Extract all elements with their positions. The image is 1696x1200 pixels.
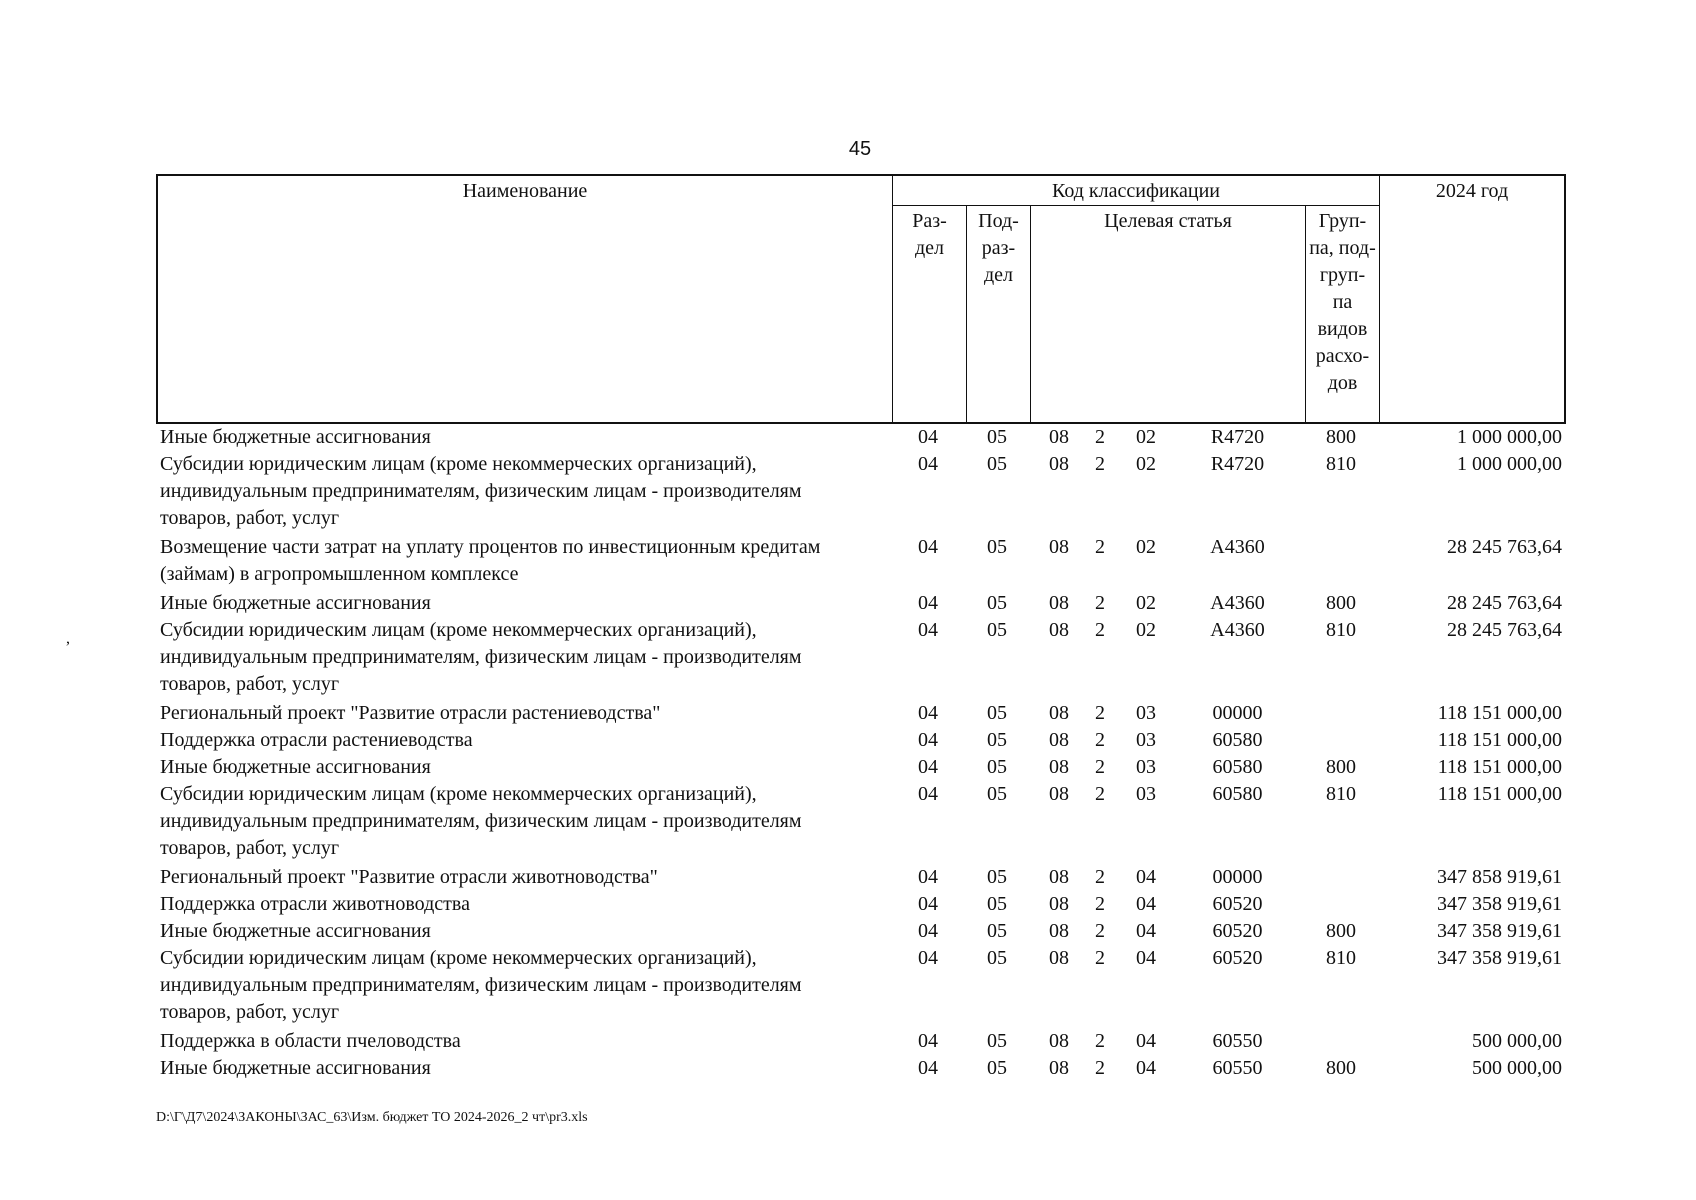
- table-row: [156, 891, 1566, 918]
- cell-target-direction: A4360: [1210, 536, 1265, 558]
- table-row: [156, 945, 1566, 1026]
- cell-target-program: 08: [1049, 426, 1069, 448]
- margin-mark: ,: [66, 630, 70, 647]
- cell-podrazdel: 05: [987, 1030, 1007, 1052]
- cell-name: [156, 891, 891, 918]
- cell-name-line: Возмещение части затрат на уплату процентов по инвестиционным кредитам: [160, 536, 821, 558]
- cell-name-line: Поддержка отрасли животноводства: [160, 893, 470, 915]
- header-year: 2024 год: [1435, 180, 1509, 202]
- cell-target-type: 2: [1095, 920, 1105, 942]
- header-group-line: па, под-: [1309, 237, 1376, 259]
- cell-name-line: индивидуальным предпринимателям, физическим лицам - производителям: [160, 974, 802, 996]
- cell-target-type: 2: [1095, 1030, 1105, 1052]
- cell-name: [156, 754, 891, 781]
- cell-target-direction: 00000: [1212, 866, 1263, 888]
- cell-podrazdel: 05: [987, 920, 1007, 942]
- cell-name: [156, 864, 891, 891]
- cell-podrazdel: 05: [987, 592, 1007, 614]
- cell-podrazdel: 05: [987, 702, 1007, 724]
- cell-name-line: Иные бюджетные ассигнования: [160, 426, 431, 448]
- cell-razdel: 04: [918, 920, 938, 942]
- cell-target-program: 08: [1049, 536, 1069, 558]
- cell-target-program: 08: [1049, 920, 1069, 942]
- cell-podrazdel: 05: [987, 453, 1007, 475]
- cell-target-subprogram: 03: [1136, 729, 1156, 751]
- table-row: [156, 727, 1566, 754]
- cell-amount-2024: 347 858 919,61: [1437, 866, 1562, 888]
- cell-podrazdel: 05: [987, 729, 1007, 751]
- cell-name-line: Иные бюджетные ассигнования: [160, 756, 431, 778]
- cell-target-subprogram: 03: [1136, 783, 1156, 805]
- cell-target-type: 2: [1095, 783, 1105, 805]
- cell-name: [156, 1028, 891, 1055]
- cell-name: [156, 590, 891, 617]
- cell-target-program: 08: [1049, 947, 1069, 969]
- cell-target-program: 08: [1049, 783, 1069, 805]
- cell-name: [156, 700, 891, 727]
- cell-podrazdel: 05: [987, 783, 1007, 805]
- cell-razdel: 04: [918, 592, 938, 614]
- cell-target-subprogram: 02: [1136, 592, 1156, 614]
- cell-amount-2024: 28 245 763,64: [1447, 619, 1562, 641]
- cell-target-subprogram: 02: [1136, 453, 1156, 475]
- table-row: [156, 754, 1566, 781]
- cell-podrazdel: 05: [987, 426, 1007, 448]
- header-podrazdel: [967, 206, 1031, 422]
- cell-target-type: 2: [1095, 756, 1105, 778]
- cell-target-direction: 60580: [1212, 783, 1263, 805]
- header-podrazdel-line: раз-: [981, 237, 1016, 259]
- header-razdel-line: дел: [914, 237, 945, 259]
- cell-podrazdel: 05: [987, 1057, 1007, 1079]
- cell-name-line: индивидуальным предпринимателям, физическим лицам - производителям: [160, 480, 802, 502]
- cell-target-program: 08: [1049, 702, 1069, 724]
- cell-name-line: Региональный проект "Развитие отрасли животноводства": [160, 866, 658, 888]
- cell-razdel: 04: [918, 702, 938, 724]
- header-classification-code: Код классификации: [893, 176, 1380, 206]
- cell-name: [156, 451, 891, 532]
- cell-name-line: Субсидии юридическим лицам (кроме некоммерческих организаций),: [160, 783, 757, 805]
- cell-expense-group: 810: [1326, 947, 1356, 969]
- cell-name: [156, 534, 891, 588]
- header-name: Наименование: [158, 176, 893, 422]
- table-body: [156, 424, 1566, 1082]
- page-number: 45: [848, 138, 872, 160]
- cell-name-line: Субсидии юридическим лицам (кроме некоммерческих организаций),: [160, 453, 757, 475]
- cell-target-direction: 60550: [1212, 1030, 1263, 1052]
- cell-razdel: 04: [918, 536, 938, 558]
- cell-expense-group: 800: [1326, 426, 1356, 448]
- cell-expense-group: 810: [1326, 453, 1356, 475]
- footer-file-path: D:\Г\Д7\2024\ЗАКОНЫ\ЗАС_63\Изм. бюджет ТО 2024-2026_2 чт\pr3.xls: [156, 1110, 588, 1125]
- table-row: [156, 781, 1566, 862]
- cell-target-program: 08: [1049, 756, 1069, 778]
- cell-name-line: (займам) в агропромышленном комплексе: [160, 563, 519, 585]
- cell-podrazdel: 05: [987, 893, 1007, 915]
- cell-razdel: 04: [918, 453, 938, 475]
- header-razdel-line: Раз-: [912, 210, 947, 232]
- cell-amount-2024: 1 000 000,00: [1457, 426, 1562, 448]
- header-expense-group: [1306, 206, 1380, 422]
- cell-target-direction: A4360: [1210, 619, 1265, 641]
- cell-name-line: Субсидии юридическим лицам (кроме некоммерческих организаций),: [160, 947, 757, 969]
- cell-name: [156, 1055, 891, 1082]
- cell-target-type: 2: [1095, 947, 1105, 969]
- table-row: [156, 700, 1566, 727]
- cell-amount-2024: 28 245 763,64: [1447, 536, 1562, 558]
- cell-name-line: Иные бюджетные ассигнования: [160, 920, 431, 942]
- cell-name: [156, 727, 891, 754]
- cell-target-type: 2: [1095, 866, 1105, 888]
- cell-target-direction: 60520: [1212, 893, 1263, 915]
- cell-amount-2024: 500 000,00: [1472, 1057, 1562, 1079]
- cell-target-subprogram: 04: [1136, 947, 1156, 969]
- header-razdel: [893, 206, 967, 422]
- cell-target-program: 08: [1049, 1057, 1069, 1079]
- cell-target-subprogram: 04: [1136, 1057, 1156, 1079]
- cell-target-program: 08: [1049, 453, 1069, 475]
- table-row: [156, 1028, 1566, 1055]
- cell-target-program: 08: [1049, 729, 1069, 751]
- cell-podrazdel: 05: [987, 536, 1007, 558]
- cell-amount-2024: 1 000 000,00: [1457, 453, 1562, 475]
- cell-name: [156, 781, 891, 862]
- table-row: [156, 451, 1566, 532]
- cell-name-line: индивидуальным предпринимателям, физическим лицам - производителям: [160, 810, 802, 832]
- cell-target-type: 2: [1095, 536, 1105, 558]
- header-group-line: видов: [1317, 318, 1368, 340]
- cell-razdel: 04: [918, 619, 938, 641]
- header-group-line: расхо-: [1315, 345, 1370, 367]
- cell-target-subprogram: 02: [1136, 536, 1156, 558]
- cell-target-subprogram: 03: [1136, 702, 1156, 724]
- cell-target-subprogram: 02: [1136, 619, 1156, 641]
- cell-name-line: товаров, работ, услуг: [160, 837, 340, 859]
- table-row: [156, 864, 1566, 891]
- cell-amount-2024: 118 151 000,00: [1437, 783, 1562, 805]
- table-header: [156, 174, 1566, 424]
- cell-target-direction: 00000: [1212, 702, 1263, 724]
- cell-target-subprogram: 04: [1136, 1030, 1156, 1052]
- cell-expense-group: 800: [1326, 756, 1356, 778]
- cell-name-line: Поддержка в области пчеловодства: [160, 1030, 461, 1052]
- cell-name-line: Региональный проект "Развитие отрасли растениеводства": [160, 702, 661, 724]
- header-target-article: Целевая статья: [1031, 206, 1306, 422]
- cell-target-program: 08: [1049, 592, 1069, 614]
- cell-target-direction: 60550: [1212, 1057, 1263, 1079]
- cell-target-type: 2: [1095, 1057, 1105, 1079]
- table-row: [156, 918, 1566, 945]
- cell-amount-2024: 347 358 919,61: [1437, 920, 1562, 942]
- cell-amount-2024: 118 151 000,00: [1437, 729, 1562, 751]
- cell-podrazdel: 05: [987, 947, 1007, 969]
- header-group-line: па: [1332, 291, 1353, 313]
- cell-name-line: товаров, работ, услуг: [160, 1001, 340, 1023]
- cell-target-direction: 60520: [1212, 947, 1263, 969]
- cell-expense-group: 800: [1326, 1057, 1356, 1079]
- cell-name: [156, 945, 891, 1026]
- cell-target-type: 2: [1095, 729, 1105, 751]
- cell-target-subprogram: 02: [1136, 426, 1156, 448]
- cell-razdel: 04: [918, 756, 938, 778]
- cell-name-line: Иные бюджетные ассигнования: [160, 592, 431, 614]
- cell-target-program: 08: [1049, 1030, 1069, 1052]
- cell-target-subprogram: 04: [1136, 920, 1156, 942]
- cell-razdel: 04: [918, 1057, 938, 1079]
- cell-target-subprogram: 04: [1136, 866, 1156, 888]
- cell-target-type: 2: [1095, 592, 1105, 614]
- cell-target-direction: 60520: [1212, 920, 1263, 942]
- cell-amount-2024: 28 245 763,64: [1447, 592, 1562, 614]
- cell-razdel: 04: [918, 866, 938, 888]
- cell-razdel: 04: [918, 893, 938, 915]
- cell-target-program: 08: [1049, 866, 1069, 888]
- cell-name-line: индивидуальным предпринимателям, физическим лицам - производителям: [160, 646, 802, 668]
- cell-name: [156, 617, 891, 698]
- cell-razdel: 04: [918, 947, 938, 969]
- cell-target-subprogram: 03: [1136, 756, 1156, 778]
- cell-name-line: Иные бюджетные ассигнования: [160, 1057, 431, 1079]
- cell-expense-group: 800: [1326, 920, 1356, 942]
- cell-amount-2024: 118 151 000,00: [1437, 702, 1562, 724]
- cell-target-type: 2: [1095, 453, 1105, 475]
- cell-target-direction: 60580: [1212, 756, 1263, 778]
- cell-target-subprogram: 04: [1136, 893, 1156, 915]
- cell-target-type: 2: [1095, 702, 1105, 724]
- cell-target-type: 2: [1095, 426, 1105, 448]
- cell-razdel: 04: [918, 783, 938, 805]
- cell-target-direction: 60580: [1212, 729, 1263, 751]
- cell-target-type: 2: [1095, 893, 1105, 915]
- cell-name-line: Субсидии юридическим лицам (кроме некоммерческих организаций),: [160, 619, 757, 641]
- table-row: [156, 534, 1566, 588]
- cell-podrazdel: 05: [987, 756, 1007, 778]
- cell-target-program: 08: [1049, 619, 1069, 641]
- cell-expense-group: 810: [1326, 619, 1356, 641]
- cell-name: [156, 424, 891, 451]
- cell-amount-2024: 347 358 919,61: [1437, 893, 1562, 915]
- table-row: [156, 1055, 1566, 1082]
- cell-expense-group: 810: [1326, 783, 1356, 805]
- cell-razdel: 04: [918, 729, 938, 751]
- table-row: [156, 424, 1566, 451]
- cell-target-direction: R4720: [1210, 453, 1265, 475]
- cell-expense-group: 800: [1326, 592, 1356, 614]
- cell-name: [156, 918, 891, 945]
- cell-razdel: 04: [918, 426, 938, 448]
- table-row: [156, 590, 1566, 617]
- cell-amount-2024: 118 151 000,00: [1437, 756, 1562, 778]
- cell-amount-2024: 500 000,00: [1472, 1030, 1562, 1052]
- table-row: [156, 617, 1566, 698]
- header-group-line: Груп-: [1318, 210, 1367, 232]
- header-podrazdel-line: Под-: [978, 210, 1019, 232]
- header-podrazdel-line: дел: [983, 264, 1014, 286]
- cell-name-line: Поддержка отрасли растениеводства: [160, 729, 473, 751]
- cell-razdel: 04: [918, 1030, 938, 1052]
- cell-target-direction: A4360: [1210, 592, 1265, 614]
- cell-target-type: 2: [1095, 619, 1105, 641]
- header-group-line: груп-: [1319, 264, 1366, 286]
- cell-amount-2024: 347 358 919,61: [1437, 947, 1562, 969]
- cell-target-program: 08: [1049, 893, 1069, 915]
- cell-podrazdel: 05: [987, 866, 1007, 888]
- cell-name-line: товаров, работ, услуг: [160, 673, 340, 695]
- cell-podrazdel: 05: [987, 619, 1007, 641]
- cell-name-line: товаров, работ, услуг: [160, 507, 340, 529]
- cell-target-direction: R4720: [1210, 426, 1265, 448]
- header-group-line: дов: [1327, 372, 1358, 394]
